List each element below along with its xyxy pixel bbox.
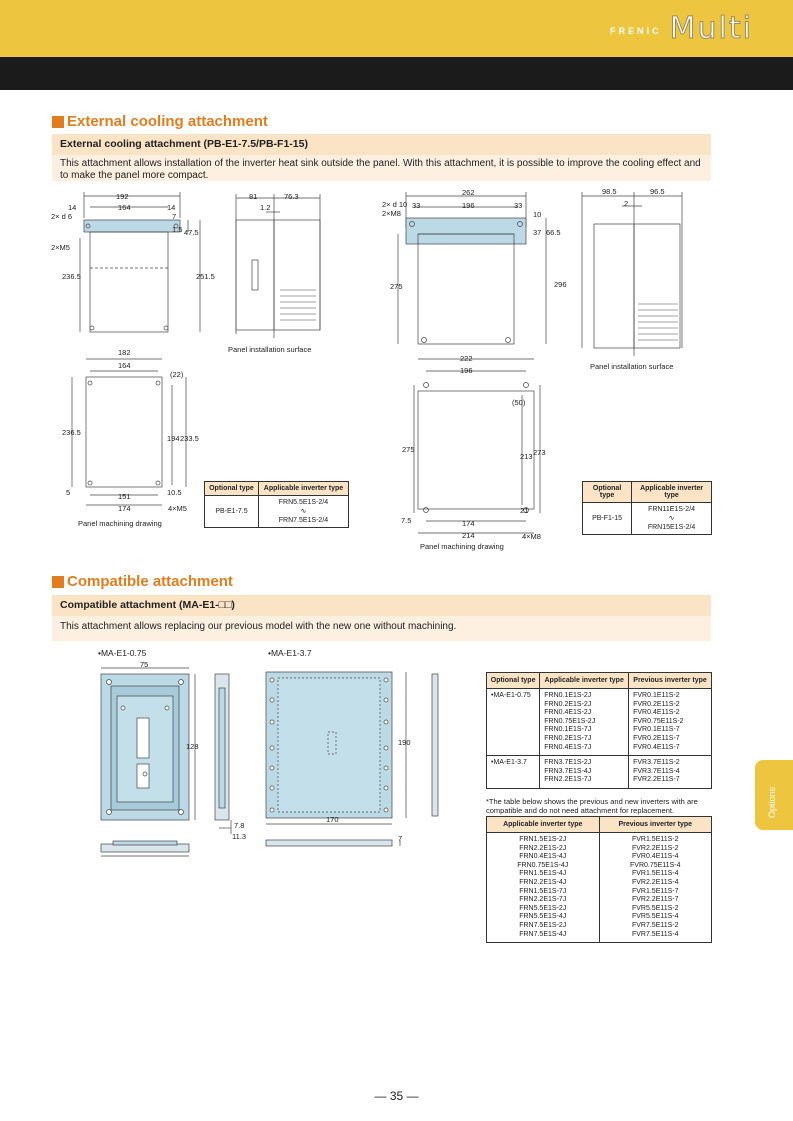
dim-d-hole: 2× d 10 [382,200,408,209]
dim-a-251-5: 251.5 [196,272,215,281]
dim-f-273: 273 [533,448,546,457]
compat-type-1: •MA-E1-0.75 [487,689,540,756]
compat-table-header-previous: Previous inverter type [629,673,712,689]
dim-a-hole: 2× d 6 [51,212,73,221]
dim-f-21: 21 [520,506,529,515]
section-square-icon [52,576,64,588]
dim-f-m8: 4×M8 [522,532,541,541]
cmp2-applicable: FRN7.5E1S-2J [487,922,600,931]
list-item: FRN0.2E1S-2J [544,700,592,708]
dim-c-5: 5 [66,488,71,497]
list-item: FRN0.2E1S-7J [544,734,592,742]
cmp2-header-previous: Previous inverter type [599,817,712,833]
cmp2-applicable: FRN1.5E1S-4J [487,870,600,879]
dim-c-22: (22) [170,370,184,379]
dim-ma-a-75: 75 [140,660,149,669]
table-1-inv-mid: ∿ [300,508,307,515]
dim-c-10-5: 10.5 [167,488,182,497]
dim-d-66-5: 66.5 [546,228,561,237]
table-row [487,862,712,871]
cmp2-previous: FVR7.5E11S-4 [599,931,712,943]
dim-c-182: 182 [118,348,131,357]
dim-f-222: 222 [460,354,473,363]
table-row [487,833,712,845]
compat-table-header-applicable: Applicable inverter type [540,673,629,689]
cmp2-previous: FVR0.75E11S-4 [599,862,712,871]
cmp2-applicable: FRN1.5E1S-2J [487,833,600,845]
section-title-text: External cooling attachment [67,113,268,130]
list-item: FVR0.75E11S-2 [633,717,684,725]
cmp2-applicable: FRN0.75E1S-4J [487,862,600,871]
list-item: FRN0.75E1S-2J [544,717,596,725]
caption-machining-1: Panel machining drawing [78,519,162,528]
dim-f-174: 174 [462,519,475,528]
list-item: FRN0.1E1S-2J [544,692,592,699]
table-row [487,853,712,862]
cmp2-applicable: FRN1.5E1S-7J [487,888,600,897]
cmp2-applicable: FRN2.2E1S-7J [487,896,600,905]
dim-d-10: 10 [533,210,542,219]
brand-big: Multi [669,11,753,46]
table-1-header-type: Optional type [205,482,259,496]
table-row [487,922,712,931]
dim-f-213: 213 [520,452,533,461]
dim-ma-a-7-8: 7.8 [234,821,245,830]
table-pb-f1 [582,481,712,535]
caption-machining-2: Panel machining drawing [420,542,504,551]
dim-e-96-5: 96.5 [650,187,665,196]
dim-c-236-5: 236.5 [62,428,81,437]
list-item: FVR0.4E11S-7 [633,743,680,751]
ext-subhead: External cooling attachment (PB-E1-7.5/PB-F1-15) [52,134,711,155]
list-item: FRN0.4E1S-7J [544,743,592,751]
compat-note: *The table below shows the previous and new inverters with are compatible and do not need attachment for replacement. [486,797,698,815]
label-ma-e1-0-75: •MA-E1-0.75 [98,648,147,658]
table-2-type: PB-F1-15 [583,503,632,535]
cmp2-previous: FVR5.5E11S-4 [599,913,712,922]
caption-panel-surface-1: Panel installation surface [228,345,312,354]
compat-table-header-type: Optional type [487,673,540,689]
compat-applicable-2 [540,756,629,789]
dim-c-174: 174 [118,504,131,513]
table-compat-attachment [486,672,712,789]
dim-e-2: 2 [624,199,629,208]
dim-c-233-5: 233.5 [180,434,199,443]
cmp2-previous: FVR2.2E11S-4 [599,879,712,888]
dim-f-214: 214 [462,531,475,540]
table-2-inv-mid: ∿ [668,515,675,522]
list-item: FVR0.2E11S-7 [633,734,680,742]
dim-a-14b: 14 [167,203,176,212]
brand-logo [610,11,753,46]
section-title-compatible [52,573,233,590]
cmp2-applicable: FRN0.4E1S-4J [487,853,600,862]
dim-a-m5: 2×M5 [51,243,70,252]
list-item: FVR0.4E11S-2 [633,709,680,717]
dim-b-1-2: 1.2 [260,203,271,212]
table-1-type: PB-E1-7.5 [205,496,259,528]
compat-subhead: Compatible attachment (MA-E1-□□) [52,595,711,616]
drawing-pb-e1-side [230,190,330,340]
compat-previous-2 [629,756,712,789]
cmp2-applicable: FRN5.5E1S-4J [487,913,600,922]
page-number: — 35 — [374,1089,419,1103]
compat-previous-1 [629,689,712,756]
dim-ma-b-7: 7 [398,834,403,843]
dim-ma-a-11-3: 11.3 [232,832,247,841]
side-tab-options[interactable] [755,760,793,830]
list-item: FVR3.7E11S-4 [633,767,680,775]
cmp2-previous: FVR2.2E11S-7 [599,896,712,905]
table-row [487,879,712,888]
dim-d-262: 262 [462,188,475,197]
table-row [487,888,712,897]
header-band [0,0,793,57]
cmp2-previous: FVR0.4E11S-4 [599,853,712,862]
cmp2-applicable: FRN5.5E1S-2J [487,905,600,914]
cmp2-previous: FVR2.2E11S-2 [599,845,712,854]
table-row [487,870,712,879]
section-square-icon [52,116,64,128]
table-1-inverters [258,496,348,528]
dim-d-33a: 33 [412,201,421,210]
dim-a-7: 7 [172,212,177,221]
dim-d-275: 275 [390,282,403,291]
dim-b-81: 81 [249,192,258,201]
dim-d-296: 296 [554,280,567,289]
dim-b-76-3: 76.3 [284,192,299,201]
table-row [487,896,712,905]
table-1-inv-bot: FRN7.5E1S-2/4 [278,517,329,524]
dim-d-196: 196 [462,201,475,210]
table-row [487,689,712,756]
drawing-ma-e1-0-75 [95,658,245,863]
cmp2-applicable: FRN7.5E1S-4J [487,931,600,943]
dim-ma-b-170: 170 [326,815,339,824]
cmp2-previous: FVR1.5E11S-2 [599,833,712,845]
section-title-text: Compatible attachment [67,573,233,590]
list-item: FRN0.1E1S-7J [544,726,592,734]
table-2-header-type: Optional type [583,482,632,503]
dim-ma-a-128: 128 [186,742,199,751]
label-ma-e1-3-7: •MA-E1-3.7 [268,648,312,658]
table-2-header-inverter: Applicable inverter type [632,482,712,503]
list-item: FVR3.7E11S-2 [633,759,680,767]
cmp2-previous: FVR7.5E11S-2 [599,922,712,931]
table-row [487,931,712,943]
dim-f-7-5: 7.5 [401,516,412,525]
header-black-band [0,57,793,90]
dim-a-236-5: 236.5 [62,272,81,281]
dim-d-m8: 2×M8 [382,209,401,218]
dim-a-14a: 14 [68,203,77,212]
dim-a-1-5: 1.5 [172,225,183,234]
table-1-inv-top: FRN5.5E1S-2/4 [278,499,329,506]
cmp2-previous: FVR1.5E11S-4 [599,870,712,879]
dim-e-98-5: 98.5 [602,187,617,196]
side-tab-label: Options [767,786,777,818]
dim-a-164: 164 [118,203,131,212]
dim-a-192: 192 [116,192,129,201]
dim-a-47-5: 47.5 [184,228,199,237]
dim-c-164: 164 [118,361,131,370]
table-row [487,913,712,922]
list-item: FVR0.1E11S-2 [633,692,680,699]
dim-ma-b-190: 190 [398,738,411,747]
cmp2-applicable: FRN2.2E1S-2J [487,845,600,854]
dim-f-275: 275 [402,445,415,454]
list-item: FVR0.1E11S-7 [633,726,680,734]
table-row [487,756,712,789]
dim-f-50: (50) [512,398,526,407]
cmp2-applicable: FRN2.2E1S-4J [487,879,600,888]
compat-description: This attachment allows replacing our previous model with the new one without machining. [52,616,711,641]
list-item: FVR2.2E11S-7 [633,776,680,784]
drawing-pb-f1-side [578,188,688,358]
list-item: FRN0.4E1S-2J [544,709,592,717]
compat-applicable-1 [540,689,629,756]
table-1-header-inverter: Applicable inverter type [258,482,348,496]
list-item: FVR0.2E11S-2 [633,700,680,708]
drawing-ma-e1-3-7 [262,660,447,860]
cmp2-previous: FVR5.5E11S-2 [599,905,712,914]
list-item: FRN2.2E1S-7J [544,776,592,784]
dim-c-151: 151 [118,492,131,501]
table-2-inverters [632,503,712,535]
brand-small: FRENIC [610,26,662,36]
compat-type-2: •MA-E1-3.7 [487,756,540,789]
table-2-inv-bot: FRN15E1S-2/4 [647,524,696,531]
cmp2-header-applicable: Applicable inverter type [487,817,600,833]
list-item: FRN3.7E1S-4J [544,767,592,775]
table-pb-e1 [204,481,349,528]
section-title-external-cooling [52,113,268,130]
caption-panel-surface-2: Panel installation surface [590,362,674,371]
dim-c-m5: 4×M5 [168,504,187,513]
list-item: FRN3.7E1S-2J [544,759,592,767]
dim-c-194: 194 [167,434,180,443]
table-row [487,905,712,914]
dim-f-196: 196 [460,366,473,375]
table-row [487,845,712,854]
dim-d-33b: 33 [514,201,523,210]
table-compatible-without-attachment [486,816,712,943]
ext-description: This attachment allows installation of the inverter heat sink outside the panel. With this attachment, it is possible to improve the cooling effect and to make the panel more compact. [52,155,711,181]
dim-d-37: 37 [533,228,542,237]
cmp2-previous: FVR1.5E11S-7 [599,888,712,897]
table-2-inv-top: FRN11E1S-2/4 [648,506,696,513]
